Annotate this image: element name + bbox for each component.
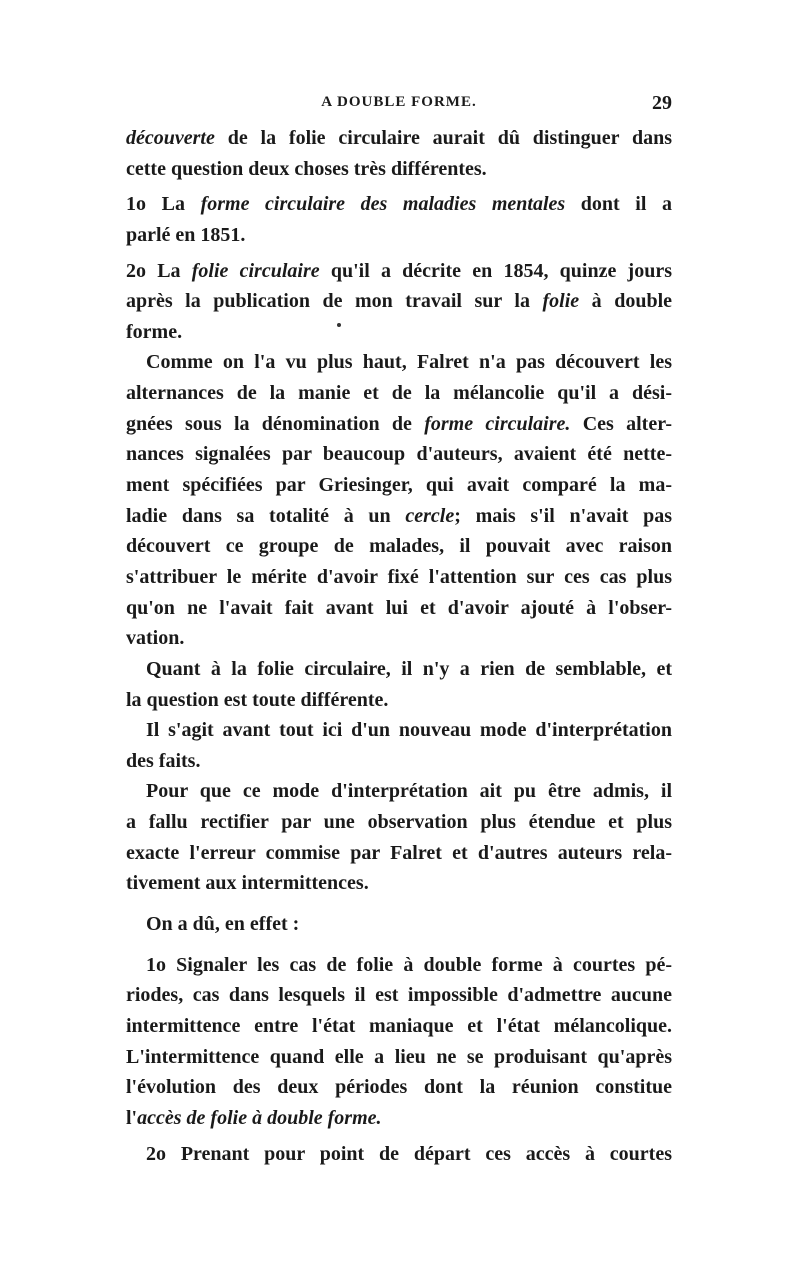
text-line: [126, 1042, 672, 1073]
text-run: Pour que ce mode d'interprétation ait pu être admis, il: [146, 780, 672, 803]
text-run: nances signalées par beaucoup d'auteurs, avaient été nette-: [126, 443, 672, 466]
text-line: [126, 256, 672, 287]
text-run: Comme on l'a vu plus haut, Falret n'a pas découvert les: [146, 351, 672, 374]
text-run: L'intermittence quand elle a lieu ne se produisant qu'après: [126, 1045, 672, 1068]
text-line: [126, 562, 672, 593]
text-line: [126, 439, 672, 470]
text-run: de la folie circulaire aurait dû distinguer dans: [214, 127, 672, 149]
text-run: cette question deux choses très différentes.: [126, 157, 487, 180]
text-run: vation.: [126, 627, 185, 650]
text-line: [126, 409, 672, 440]
text-line: [126, 347, 672, 378]
text-line: [126, 286, 672, 317]
running-head: [126, 92, 672, 116]
text-run: parlé en 1851.: [126, 223, 246, 246]
running-title: A DOUBLE FORME.: [321, 94, 477, 110]
text-run: Il s'agit avant tout ici d'un nouveau mode d'interprétation: [146, 719, 672, 742]
text-run: qu'il a décrite en 1854, quinze jours: [319, 259, 672, 282]
text-line: [126, 807, 672, 838]
body-text: [126, 123, 672, 1169]
text-line: [126, 378, 672, 409]
italic-run: folie: [542, 290, 580, 313]
text-line: [126, 593, 672, 624]
text-run: qu'on ne l'avait fait avant lui et d'avoir ajouté à l'obser-: [126, 596, 672, 619]
italic-run: forme circulaire des maladies mentales: [200, 193, 566, 216]
italic-run: cercle: [405, 504, 455, 527]
text-line: [126, 685, 672, 716]
page-number: 29: [652, 92, 672, 114]
text-line: [126, 189, 672, 220]
text-line: [126, 654, 672, 685]
text-line: [126, 220, 672, 251]
text-run: alternances de la manie et de la mélancolie qu'il a dési-: [126, 382, 672, 405]
text-run: 2o Prenant pour point de départ ces accès à courtes: [146, 1142, 672, 1165]
text-line: [126, 317, 672, 348]
text-run: après la publication de mon travail sur la: [126, 290, 543, 313]
text-line: [126, 623, 672, 654]
text-run: 1o La: [126, 193, 201, 216]
text-run: exacte l'erreur commise par Falret et d'autres auteurs rela-: [126, 841, 672, 864]
italic-run: forme circulaire.: [424, 412, 571, 435]
italic-run: découverte: [126, 127, 215, 149]
text-line: [126, 1103, 672, 1134]
italic-run: folie circulaire: [191, 259, 320, 282]
text-run: Ces alter-: [570, 412, 672, 435]
text-run: Quant à la folie circulaire, il n'y a rien de semblable, et: [146, 657, 672, 680]
text-line: [126, 746, 672, 777]
text-run: tivement aux intermittences.: [126, 872, 369, 895]
text-run: ladie dans sa totalité à un: [126, 504, 406, 527]
text-line: [126, 838, 672, 869]
text-run: dont il a: [565, 193, 672, 216]
text-run: intermittence entre l'état maniaque et l'état mélancolique.: [126, 1014, 672, 1037]
text-line: [126, 470, 672, 501]
text-run: s'attribuer le mérite d'avoir fixé l'attention sur ces cas plus: [126, 565, 672, 588]
italic-run: accès de folie à double forme.: [137, 1106, 382, 1129]
text-line: [126, 1139, 672, 1170]
text-run: forme.: [126, 320, 183, 343]
text-run: ment spécifiées par Griesinger, qui avait comparé la ma-: [126, 474, 672, 497]
text-line: [126, 531, 672, 562]
text-run: à double: [579, 290, 672, 313]
text-line: [126, 776, 672, 807]
text-line: [126, 123, 672, 154]
text-run: 2o La: [126, 259, 192, 282]
text-line: [126, 950, 672, 981]
text-run: ; mais s'il n'avait pas: [454, 504, 672, 527]
text-run: a fallu rectifier par une observation plus étendue et plus: [126, 811, 672, 834]
text-line: [126, 1072, 672, 1103]
text-run: 1o Signaler les cas de folie à double forme à courtes pé-: [146, 953, 672, 976]
text-line: [126, 980, 672, 1011]
text-line: [126, 715, 672, 746]
text-run: l'évolution des deux périodes dont la réunion constitue: [126, 1076, 672, 1099]
text-run: On a dû, en effet :: [146, 913, 300, 936]
text-run: gnées sous la dénomination de: [126, 412, 425, 435]
text-run: découvert ce groupe de malades, il pouvait avec raison: [126, 535, 672, 558]
text-run: l': [126, 1106, 138, 1129]
text-line: [126, 501, 672, 532]
text-line: [126, 1011, 672, 1042]
text-line: [126, 154, 672, 185]
text-run: des faits.: [126, 749, 201, 772]
text-run: riodes, cas dans lesquels il est impossible d'admettre aucune: [126, 984, 672, 1007]
text-line: [126, 909, 672, 940]
text-run: la question est toute différente.: [126, 688, 389, 711]
text-line: [126, 868, 672, 899]
